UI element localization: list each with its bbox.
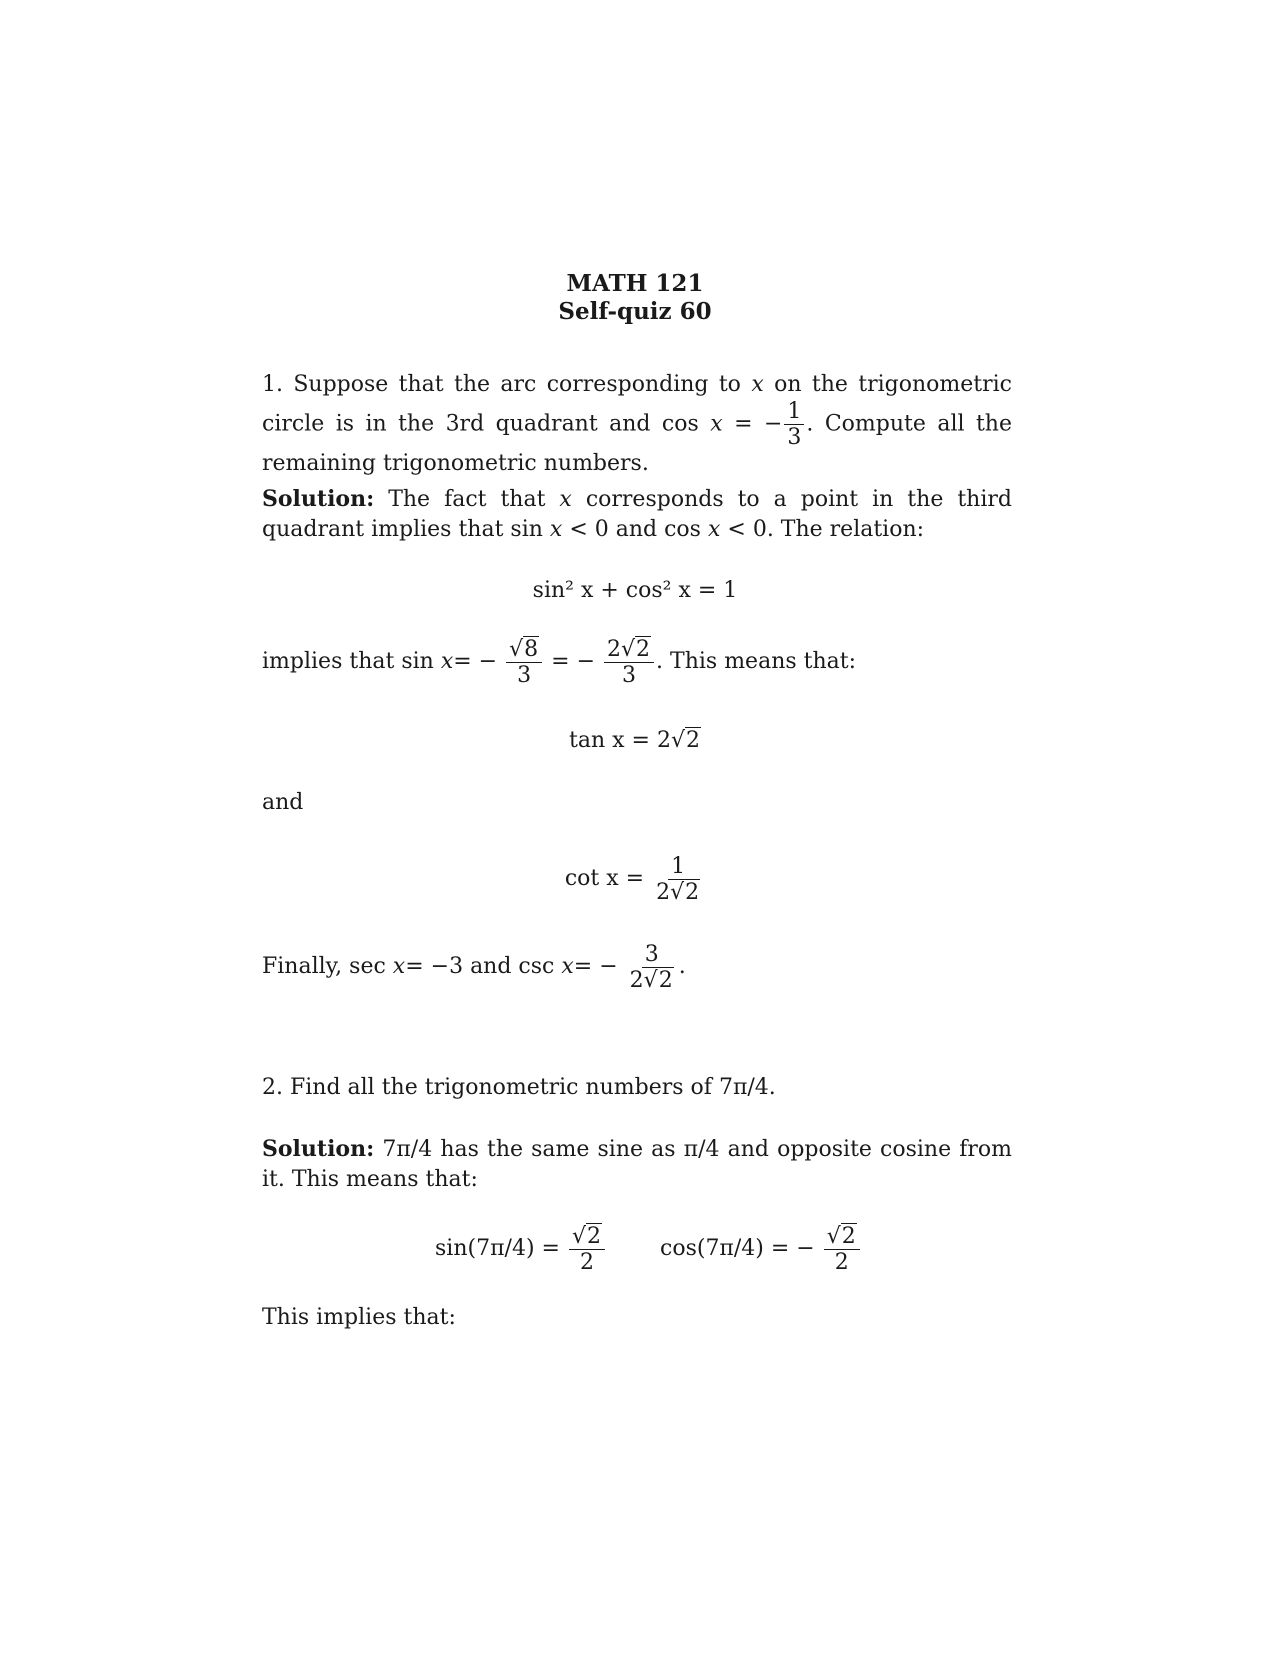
frac-den: 3 bbox=[787, 425, 802, 451]
var-x: x bbox=[751, 372, 764, 397]
fin-text-b: = −3 and csc bbox=[405, 954, 555, 980]
fraction-2sqrt2-over-3: $\frac{2√2}{3}$ bbox=[604, 638, 654, 687]
tan-equation: tan x = 2√2 bbox=[569, 728, 700, 753]
q1-text-b: on the trigonometric circle is in the 3rd quadrant and cos bbox=[262, 372, 1013, 437]
radicand-2: 2 bbox=[685, 880, 700, 906]
question-1 bbox=[262, 370, 1012, 479]
s2-text: 7π/4 has the same sine as π/4 and opposite cosine from it. This means that: bbox=[262, 1137, 1012, 1192]
cos-7pi4-equation bbox=[660, 1225, 862, 1274]
cos-left: cos(7π/4) = − bbox=[660, 1236, 815, 1262]
q1-text-c: . Compute all the remaining trigonometric numbers. bbox=[262, 411, 1012, 477]
identity-equation: sin² x + cos² x = 1 bbox=[532, 578, 738, 603]
frac-den-3: 3 bbox=[622, 663, 637, 689]
radicand-2: 2 bbox=[658, 968, 673, 994]
solution-label: Solution: bbox=[262, 1136, 375, 1162]
coef-2: 2 bbox=[629, 968, 644, 994]
imp-text-d: . This means that: bbox=[656, 649, 857, 675]
sin-left: sin(7π/4) = bbox=[435, 1236, 560, 1262]
fin-text-c: = − bbox=[573, 954, 618, 980]
var-x: x bbox=[707, 517, 721, 542]
fraction-3-over-2sqrt2: $\frac{3}{2√2}$ bbox=[629, 942, 673, 994]
course-title: MATH 121 bbox=[566, 270, 704, 297]
fraction-sqrt2-over-2: $\frac{√2}{2}$ bbox=[569, 1225, 605, 1274]
solution-1-intro bbox=[262, 484, 1012, 545]
q1-eq: = − bbox=[722, 411, 783, 437]
question-2: 2. Find all the trigonometric numbers of 7π/4. bbox=[262, 1075, 776, 1100]
frac-num: 1 bbox=[784, 400, 804, 425]
quiz-title: Self-quiz 60 bbox=[558, 298, 712, 325]
s1-text-a: The fact that bbox=[388, 487, 546, 512]
radicand-2: 2 bbox=[685, 728, 700, 753]
s1-text-c: < 0 and cos bbox=[569, 517, 701, 542]
frac-den-2: 2 bbox=[579, 1250, 594, 1276]
fraction-sqrt2-over-2: $\frac{√2}{2}$ bbox=[824, 1225, 860, 1274]
var-x: x bbox=[392, 954, 406, 980]
var-x: x bbox=[561, 954, 574, 980]
s1-text-b: corresponds to a point in the third quadrant implies that sin bbox=[262, 487, 1012, 542]
imp-eq-2: = − bbox=[551, 649, 596, 675]
var-x: x bbox=[440, 649, 454, 675]
sin-value-line bbox=[262, 638, 856, 687]
imp-text-a: implies that sin bbox=[262, 649, 434, 675]
coef-2: 2 bbox=[656, 880, 671, 906]
fin-text-a: Finally, sec bbox=[262, 954, 386, 980]
radicand-2: 2 bbox=[841, 1224, 856, 1249]
var-x: x bbox=[559, 487, 572, 512]
fraction-one-third bbox=[784, 400, 804, 449]
radicand-2: 2 bbox=[636, 637, 651, 662]
radicand-8: 8 bbox=[524, 637, 539, 662]
sec-csc-line bbox=[262, 943, 686, 992]
fraction-1-over-2sqrt2: $\frac{1}{2√2}$ bbox=[656, 854, 700, 906]
solution-label: Solution: bbox=[262, 486, 375, 512]
var-x: x bbox=[549, 517, 563, 542]
radicand-2: 2 bbox=[586, 1224, 601, 1249]
q1-text-a: 1. Suppose that the arc corresponding to bbox=[262, 372, 741, 397]
frac-num-3: 3 bbox=[642, 943, 662, 968]
coef-2: 2 bbox=[607, 637, 622, 662]
imp-eq-1: = − bbox=[453, 649, 498, 675]
fraction-sqrt8-over-3: $\frac{√8}{3}$ bbox=[506, 638, 542, 687]
cot-left: cot x = bbox=[564, 866, 645, 892]
fin-period: . bbox=[678, 954, 686, 980]
and-text: and bbox=[262, 790, 304, 815]
var-x: x bbox=[710, 411, 723, 437]
cot-equation bbox=[0, 855, 1270, 904]
solution-2-intro bbox=[262, 1134, 1012, 1195]
s1-text-d: < 0. The relation: bbox=[727, 517, 925, 542]
frac-den-3: 3 bbox=[517, 663, 532, 689]
frac-den-2: 2 bbox=[834, 1250, 849, 1276]
frac-num-1: 1 bbox=[668, 855, 688, 880]
tan-left: tan x = 2 bbox=[569, 728, 671, 753]
implies-text: This implies that: bbox=[262, 1305, 456, 1330]
sin-7pi4-equation bbox=[435, 1225, 607, 1274]
